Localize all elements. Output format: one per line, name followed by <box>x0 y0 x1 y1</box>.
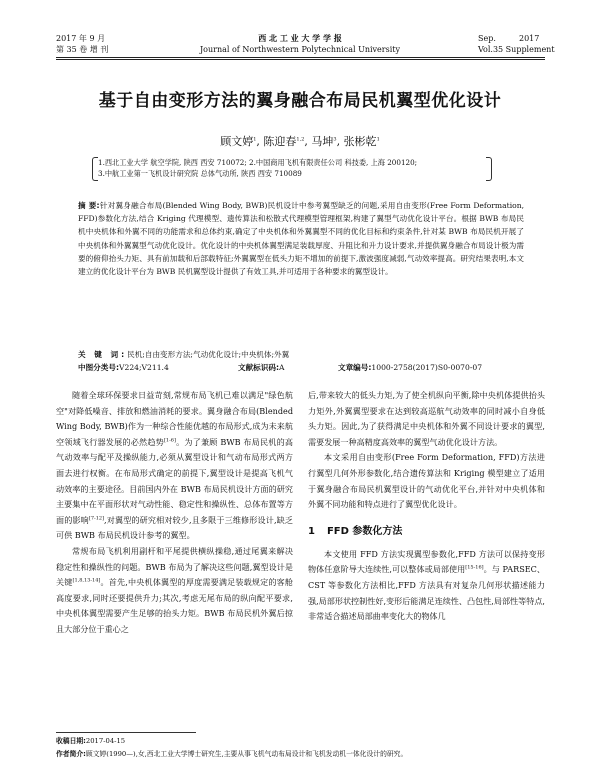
author-bio-text: 顾文婷(1990—),女,西北工业大学博士研究生,主要从事飞机气动布局设计和飞机发动机一体化设计的研究。 <box>85 750 408 758</box>
clc-value: V224;V211.4 <box>119 363 169 372</box>
document-code <box>238 362 285 374</box>
article-label: 文章编号: <box>338 363 372 372</box>
keywords <box>78 349 524 361</box>
author-list: 顾文婷$^1$, 陈迎春$^{1,2}$, 马坤$^3$, 张彬乾$^1$ <box>220 135 380 148</box>
paper-title: 基于自由变形方法的翼身融合布局民机翼型优化设计 <box>98 91 502 111</box>
affiliation-line: 3.中航工业第一飞机设计研究院 总体气动所, 陕西 西安 710089 <box>98 169 302 178</box>
footnote-rule <box>56 732 196 733</box>
article-value: 1000-2758(2017)S0-0070-07 <box>371 363 483 372</box>
author-name: 张彬乾 <box>343 135 377 148</box>
author-affil-mark: 3 <box>333 136 337 143</box>
clc-label: 中图分类号: <box>78 363 120 372</box>
paragraph: 本文采用自由变形(Free Form Deformation, FFD)方法进行翼型几何外形参数化,结合遗传算法和 Kriging 模型建立了适用于翼身融合布局民机翼型设计的气动优化平台,并针对中央机体和外翼不同功能和特点进行了翼型优化设计。 <box>308 452 545 510</box>
paragraph: 本文使用 FFD 方法实现翼型参数化,FFD 方法可以保持变形物体任意阶导大连续性,可以整体或局部使用[15-16]。与 PARSEC、CST 等参数化方法相比,FFD 方法具有对复杂几何形状描述能力强,局部形状控制性好,变形后能满足连续性、凸包性,局部性等特点,非常适合描述局部曲率变化大的物体几 <box>308 548 545 622</box>
author-affil-mark: 1,2 <box>296 136 305 143</box>
author-name: 顾文婷 <box>220 135 254 148</box>
received-label: 收稿日期: <box>56 737 86 745</box>
article-number <box>338 362 482 374</box>
header-date: 2017 年 9 月 <box>56 34 106 43</box>
body-column-left <box>56 388 293 638</box>
citation: [1-6] <box>163 437 176 444</box>
section-heading <box>308 525 545 539</box>
journal-title-en: Journal of Northwestern Polytechnical University <box>199 45 401 54</box>
header-month: Sep. <box>478 34 496 43</box>
author-affil-mark: 1 <box>376 136 380 143</box>
author-name: 陈迎春 <box>263 135 297 148</box>
header-volume: 第 35 卷 增 刊 <box>56 45 109 54</box>
paragraph: 后,带来较大的低头力矩,为了使全机纵向平衡,除中央机体提供抬头力矩外,外翼翼型要求在达到较高巡航气动效率的同时减小自身低头力矩。因此,为了获得满足中央机体和外翼不同设计要求的翼型,需要发展一种高精度高效率的翼型气动优化设计方法。 <box>308 390 545 447</box>
abstract-text: 针对翼身融合布局(Blended Wing Body, BWB)民机设计中参考翼型缺乏的问题,采用自由变形(Free Form Deformation, FFD)参数化方法,结合 Kriging 代理模型、遗传算法和松散式代理模型管理框架,构建了翼型气动优化设计平台。根据 BWB 布局民机中央机体和外翼不同的功能需求和总体约束,确定了中央机体和外翼翼型不同的优化目标和约束条件,针对某 BWB 布局民机开展了中央机体和外翼翼型气动优化设计。优化设计的中央机体翼型满足装载厚度、升阻比和升力设计要求,并提供翼身融合布局设计极为需要的俯仰抬头力矩、具有前加载和后部载特征;外翼翼型在低头力矩不增加的前提下,激波强度减弱,气动效率提高。研究结果表明,本文建立的优化设计平台为 BWB 民机翼型设计提供了有效工具,并可适用于各种要求的翼型设计。 <box>78 201 524 277</box>
section-title: FFD 参数化方法 <box>326 525 403 537</box>
keywords-label: 关 键 词: <box>78 350 128 359</box>
doc-label: 文献标识码: <box>238 363 280 372</box>
author-name: 马坤 <box>311 135 334 148</box>
affiliation-line: 1.西北工业大学 航空学院, 陕西 西安 710072; 2.中国商用飞机有限责任公司 科技委, 上海 200120; <box>98 158 418 167</box>
abstract <box>78 199 524 278</box>
citation: [7-12] <box>88 515 105 522</box>
header-volume-en: Vol.35 Supplement <box>478 45 555 54</box>
received-date <box>56 735 125 747</box>
keywords-text: 民机;自由变形方法;气动优化设计;中央机体;外翼 <box>127 350 290 359</box>
author-bio <box>56 748 407 760</box>
affiliation-brace-right <box>486 157 492 181</box>
header-rule-top <box>56 57 545 58</box>
abstract-label: 摘 要: <box>78 201 100 210</box>
doc-value: A <box>279 363 285 372</box>
author-bio-label: 作者简介: <box>56 750 86 758</box>
header-year: 2017 <box>519 34 540 43</box>
header-rule-bottom <box>56 59 545 60</box>
journal-title-cn: 西 北 工 业 大 学 学 报 <box>258 34 342 43</box>
received-value: 2017-04-15 <box>85 737 126 745</box>
section-number: 1 <box>308 525 315 537</box>
paragraph: 随着全球环保要求日益苛刻,常规布局飞机已难以满足"绿色航空"对降低噪音、排放和燃油消耗的要求。翼身融合布局(Blended Wing Body, BWB)作为一种综合性能优越的布局形式,成为未来航空领域飞行器发展的必然趋势[1-6]。为了兼顾 BWB 布局民机的高气动效率与配平及操纵能力,必须从翼型设计和气动布局形式两方面去进行权衡。在布局形式确定的前提下,翼型设计是提高飞机气动效率的主要途径。目前国内外在 BWB 布局民机设计方面的研究主要集中在平面形状对气动性能、稳定性和操纵性、总体布置等方面的影响[7-12],对翼型的研究相对较少,且多限于三维修形设计,缺乏可供 BWB 布局民机设计参考的翼型。 <box>56 390 293 541</box>
author-affil-mark: 1 <box>253 136 257 143</box>
clc-number <box>78 362 169 374</box>
citation: [1,8,13-14] <box>72 577 101 584</box>
citation: [15-16] <box>465 564 484 571</box>
paragraph: 常规布局飞机利用副杆和平尾提供横纵操稳,通过尾翼来解决稳定性和操纵性的问题。BWB 布局为了解决这些问题,翼型设计是关键[1,8,13-14]。首先,中央机体翼型的厚度需要满足装载规定的客舱高度要求,同时还要提供升力;其次,考虑无尾布局的纵向配平要求,中央机体翼型需要产生足够的抬头力矩。BWB 布局民机外翼后掠且大部分位于重心之 <box>56 545 293 634</box>
body-column-right <box>308 388 545 625</box>
